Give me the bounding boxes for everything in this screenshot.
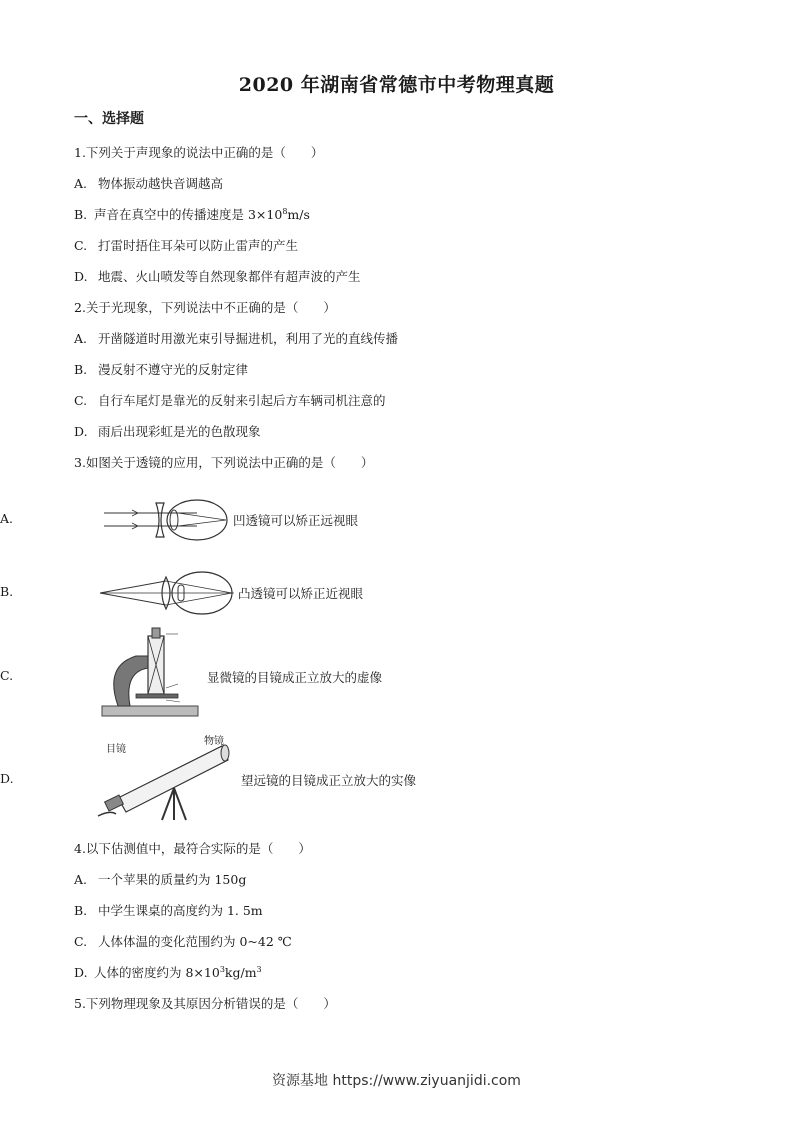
question-4-option-c — [74, 932, 292, 950]
question-1-option-c — [74, 236, 298, 254]
question-2-option-c — [74, 391, 386, 409]
option-letter: D. — [74, 424, 88, 439]
question-1-stem: 1.下列关于声现象的说法中正确的是（ ） — [74, 145, 324, 160]
option-text: 人体体温的变化范围约为 0~42 ℃ — [97, 934, 292, 949]
option-letter: D. — [74, 269, 88, 284]
eye-concave-lens-figure — [102, 493, 232, 547]
question-2-option-d — [74, 422, 261, 440]
question-3-option-d-text: 望远镜的目镜成正立放大的实像 — [241, 773, 417, 788]
question-1-option-b — [74, 205, 310, 223]
option-text: 物体振动越快音调越高 — [97, 176, 223, 191]
question-3-option-b-text: 凸透镜可以矫正近视眼 — [238, 586, 364, 601]
question-4-stem: 4.以下估测值中，最符合实际的是（ ） — [74, 841, 311, 856]
option-letter: B. — [74, 903, 88, 918]
eyepiece-label: 目镜 — [106, 744, 126, 755]
option-text: 人体的密度约为 8×10 — [94, 965, 220, 980]
option-letter: C. — [74, 238, 88, 253]
question-2-stem: 2.关于光现象，下列说法中不正确的是（ ） — [74, 300, 336, 315]
question-4-option-d — [74, 963, 262, 981]
option-letter: B. — [74, 362, 88, 377]
option-letter: A. — [74, 872, 88, 887]
microscope-figure — [96, 626, 206, 720]
option-letter: D. — [74, 965, 88, 980]
question-1-option-d — [74, 267, 361, 285]
option-text: 开凿隧道时用激光束引导掘进机，利用了光的直线传播 — [97, 331, 398, 346]
question-3-option-c-letter: C. — [0, 668, 14, 683]
option-text: 地震、火山喷发等自然现象都伴有超声波的产生 — [97, 269, 361, 284]
document-title: 2020 年湖南省常德市中考物理真题 — [238, 74, 555, 96]
question-4-option-b — [74, 901, 263, 919]
option-letter: B. — [74, 207, 88, 222]
question-2-option-a — [74, 329, 398, 347]
footer-watermark: 资源基地 https://www.ziyuanjidi.com — [272, 1073, 521, 1089]
objective-label: 物镜 — [204, 736, 224, 747]
question-3-option-a-letter: A. — [0, 511, 14, 526]
eye-convex-lens-figure — [98, 565, 238, 621]
question-2-option-b — [74, 360, 248, 378]
option-text: 漫反射不遵守光的反射定律 — [97, 362, 248, 377]
option-letter: C. — [74, 934, 88, 949]
option-letter: A. — [74, 176, 88, 191]
question-3-stem: 3.如图关于透镜的应用，下列说法中正确的是（ ） — [74, 455, 374, 470]
unit: m/s — [287, 207, 310, 222]
option-text: 自行车尾灯是靠光的反射来引起后方车辆司机注意的 — [97, 393, 386, 408]
section-heading: 一、选择题 — [74, 111, 144, 127]
option-text: 中学生课桌的高度约为 1. 5m — [97, 903, 263, 918]
option-letter: A. — [74, 331, 88, 346]
question-3-option-d-letter: D. — [0, 771, 14, 786]
option-text: 声音在真空中的传播速度是 3×10 — [94, 207, 283, 222]
unit: kg/m — [224, 965, 257, 980]
question-3-option-c-text: 显微镜的目镜成正立放大的虚像 — [207, 670, 383, 685]
question-5-stem: 5.下列物理现象及其原因分析错误的是（ ） — [74, 996, 336, 1011]
option-text: 一个苹果的质量约为 150g — [97, 872, 247, 887]
question-4-option-a — [74, 870, 246, 888]
question-3-option-b-letter: B. — [0, 584, 14, 599]
option-text: 打雷时捂住耳朵可以防止雷声的产生 — [97, 238, 298, 253]
question-1-option-a — [74, 174, 223, 192]
exponent: 3 — [219, 964, 225, 974]
question-3-option-a-text: 凹透镜可以矫正远视眼 — [233, 513, 359, 528]
option-letter: C. — [74, 393, 88, 408]
unit-exponent: 3 — [256, 964, 262, 974]
exponent: 8 — [282, 206, 288, 216]
option-text: 雨后出现彩虹是光的色散现象 — [97, 424, 261, 439]
